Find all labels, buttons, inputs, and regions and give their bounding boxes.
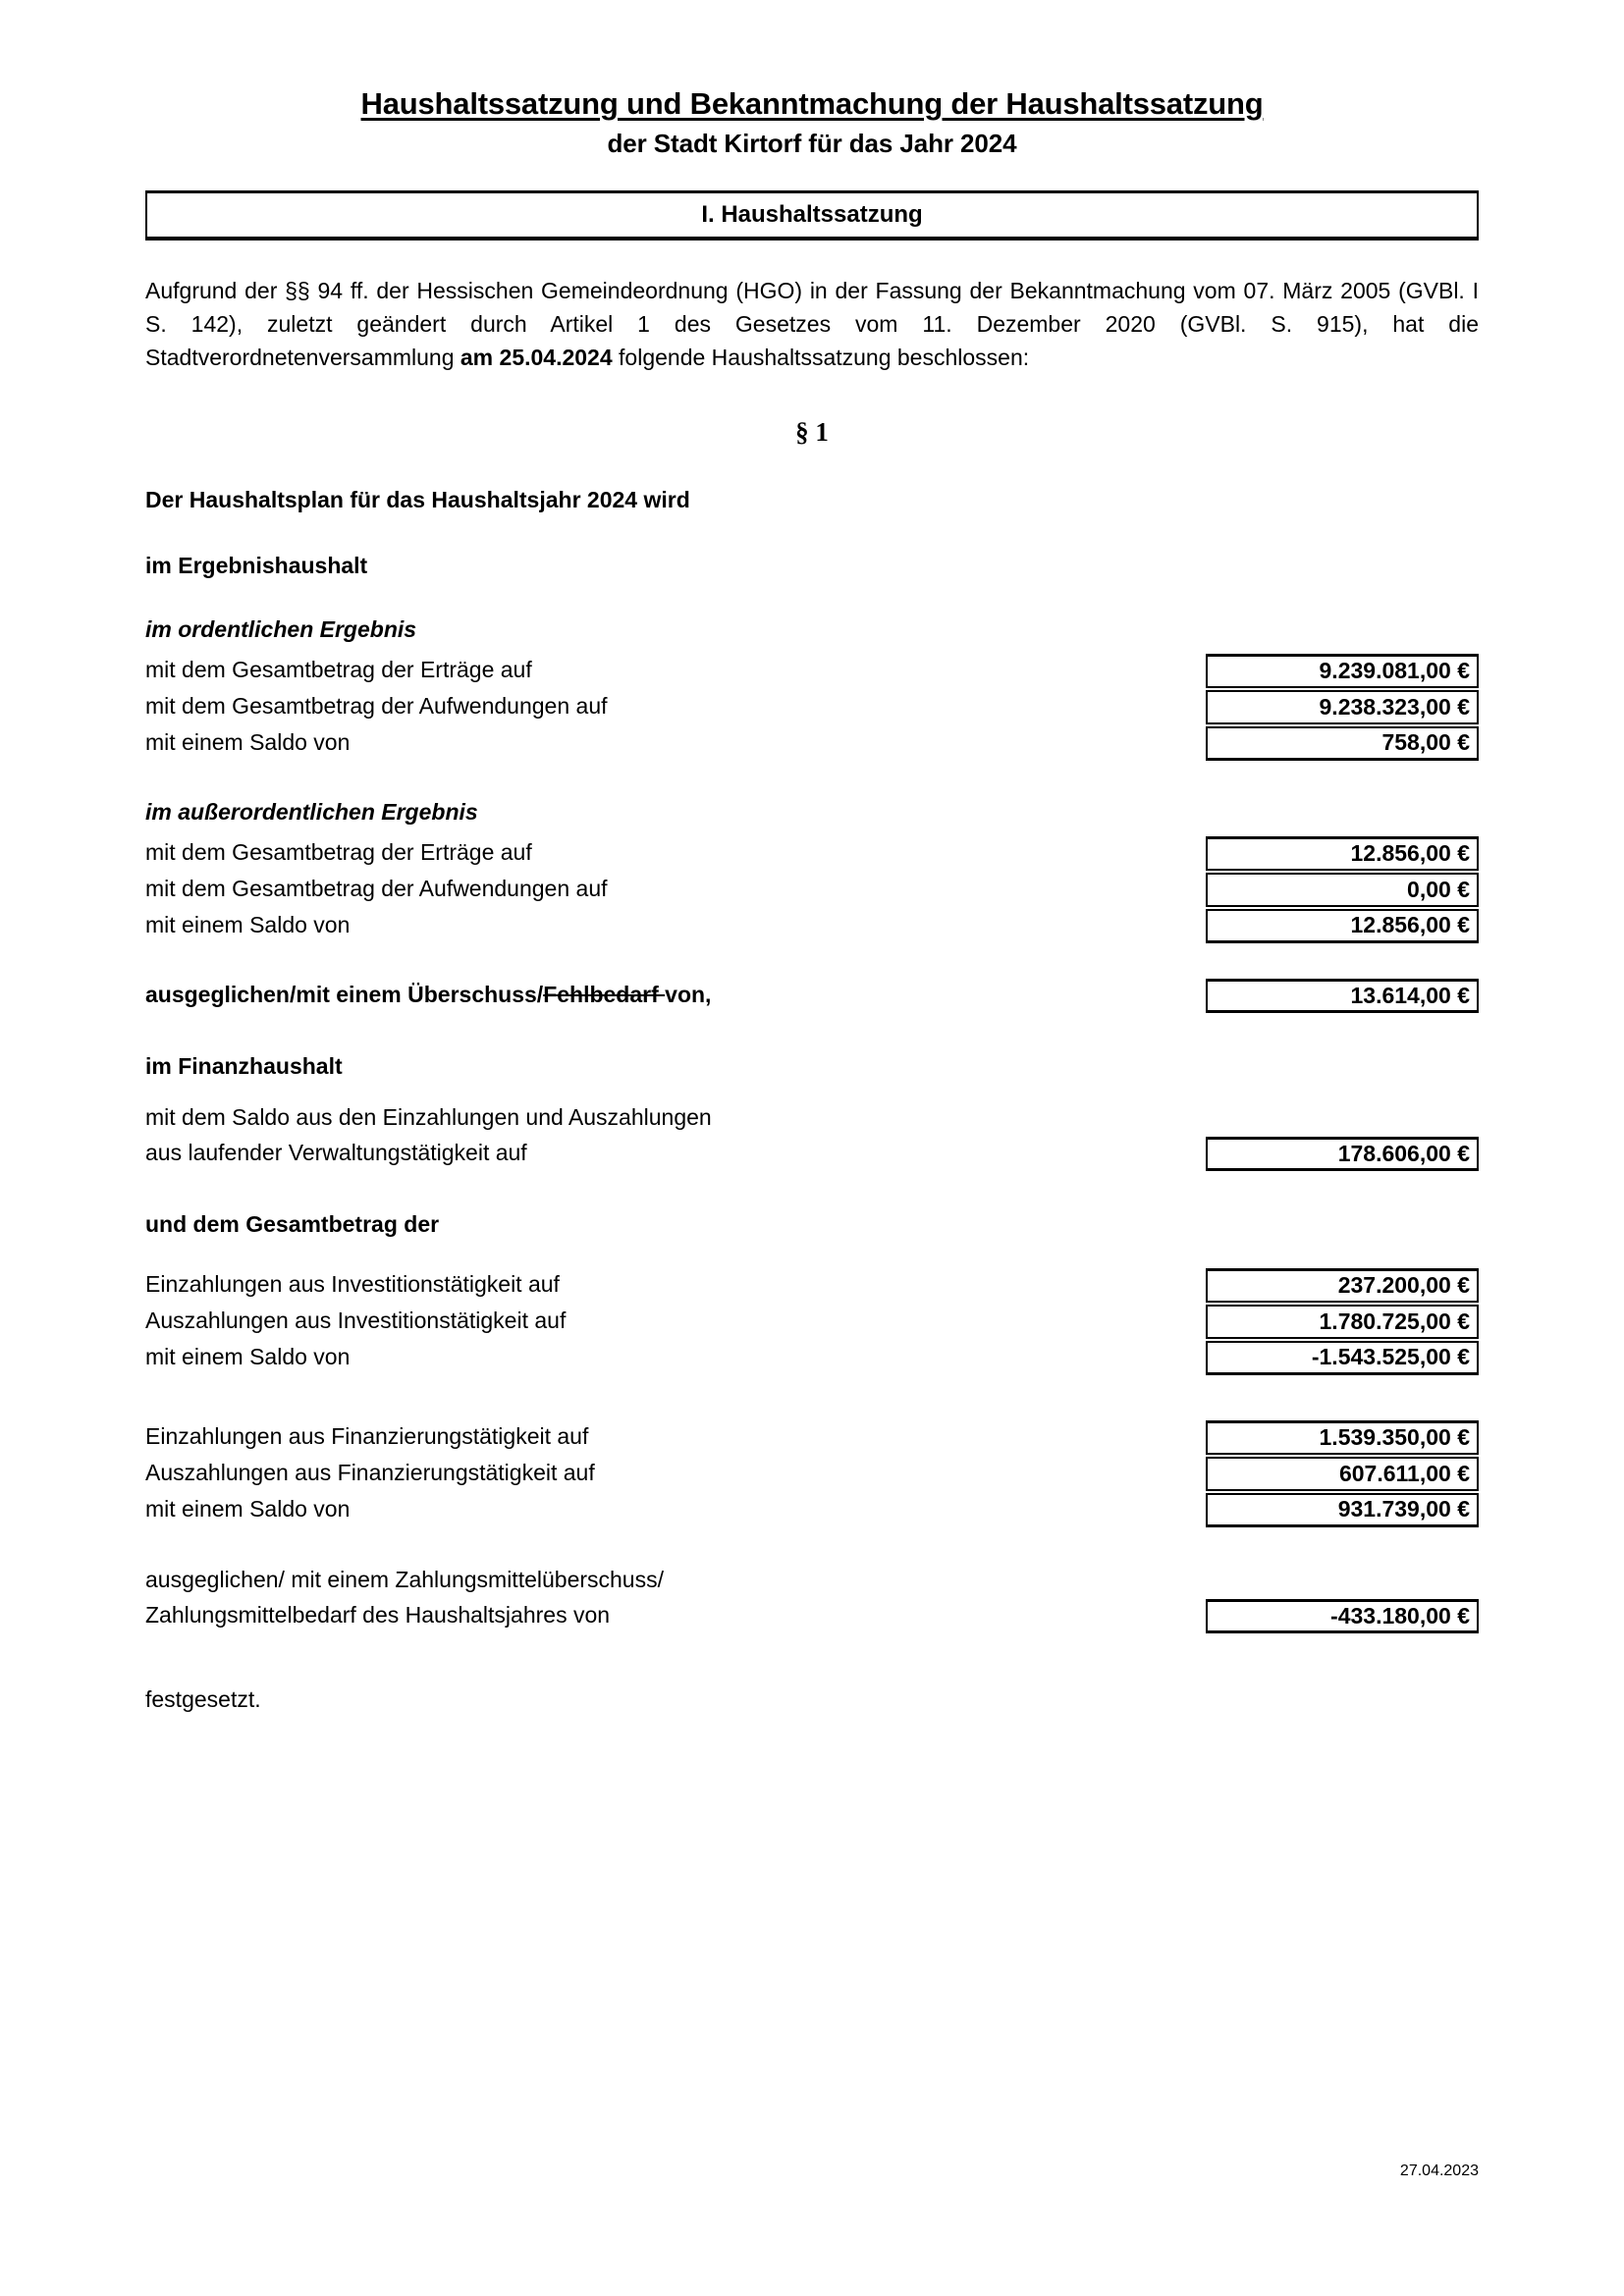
row-value: -433.180,00 € — [1206, 1599, 1479, 1633]
row-label: Zahlungsmittelbedarf des Haushaltsjahres von — [145, 1602, 611, 1629]
table-row — [145, 872, 1479, 908]
spacer — [145, 1528, 1479, 1562]
investitionstaetigkeit-rows — [145, 1267, 1479, 1376]
row-label: mit einem Saldo von — [145, 912, 351, 938]
intro-paragraph — [145, 274, 1479, 374]
spacer — [145, 944, 1479, 978]
table-row — [145, 725, 1479, 762]
finanzierungstaetigkeit-rows — [145, 1419, 1479, 1528]
intro-text-part1: Aufgrund der §§ 94 ff. der Hessischen Gemeindeordnung (HGO) in der Fassung der Bekanntmachung vom 07. März 2005 (GVBl. I S. 142), zuletzt geändert durch Artikel 1 des Gesetzes vom 11. Dezember 2020 (GVBl. S. 915), hat die Stadtverordnetenversammlung — [145, 277, 1479, 370]
row-label: mit dem Gesamtbetrag der Aufwendungen auf — [145, 693, 608, 720]
footer-date: 27.04.2023 — [1399, 2163, 1479, 2179]
row-value: 9.238.323,00 € — [1206, 690, 1479, 724]
spacer — [145, 1634, 1479, 1682]
table-row — [145, 1456, 1479, 1492]
row-value: 12.856,00 € — [1206, 909, 1479, 943]
table-row — [145, 1419, 1479, 1456]
row-label: Auszahlungen aus Investitionstätigkeit auf — [145, 1308, 567, 1334]
row-value: 9.239.081,00 € — [1206, 654, 1479, 688]
table-row — [145, 835, 1479, 872]
intro-date-bold: am 25.04.2024 — [460, 344, 613, 370]
table-row — [145, 1340, 1479, 1376]
row-label: mit einem Saldo von — [145, 1496, 351, 1522]
row-value: 0,00 € — [1206, 873, 1479, 907]
row-value: 931.739,00 € — [1206, 1493, 1479, 1527]
row-label: Einzahlungen aus Investitionstätigkeit auf — [145, 1271, 560, 1298]
summary-label-b: von, — [665, 982, 712, 1008]
spacer — [145, 1080, 1479, 1099]
finanz-closing-line1: ausgeglichen/ mit einem Zahlungsmittelüberschuss/ — [145, 1566, 664, 1592]
page-title-line1: Haushaltssatzung und Bekanntmachung der Haushaltssatzung — [360, 86, 1264, 121]
table-row — [145, 1492, 1479, 1528]
table-row — [145, 908, 1479, 944]
row-label: mit dem Gesamtbetrag der Erträge auf — [145, 839, 532, 866]
row-label: Auszahlungen aus Finanzierungstätigkeit auf — [145, 1460, 595, 1486]
row-value: 12.856,00 € — [1206, 836, 1479, 871]
ordentliches-ergebnis-heading: im ordentlichen Ergebnis — [145, 615, 417, 642]
finanzhaushalt-heading: im Finanzhaushalt — [145, 1052, 343, 1079]
ausserordentliches-ergebnis-heading: im außerordentlichen Ergebnis — [145, 798, 478, 825]
table-row — [145, 689, 1479, 725]
row-label: Einzahlungen aus Finanzierungstätigkeit auf — [145, 1423, 589, 1450]
row-value: -1.543.525,00 € — [1206, 1341, 1479, 1375]
table-row — [145, 1304, 1479, 1340]
page-title — [145, 0, 1479, 123]
row-value: 13.614,00 € — [1206, 979, 1479, 1013]
paragraph-marker: § 1 — [795, 416, 829, 447]
finanz-closing-row — [145, 1598, 1479, 1634]
row-label: mit einem Saldo von — [145, 729, 351, 756]
row-value: 758,00 € — [1206, 726, 1479, 761]
table-row — [145, 653, 1479, 689]
row-value: 607.611,00 € — [1206, 1457, 1479, 1491]
plan-heading: Der Haushaltsplan für das Haushaltsjahr 2024 wird — [145, 486, 690, 512]
row-label: mit dem Gesamtbetrag der Aufwendungen auf — [145, 876, 608, 902]
ergebnis-summary-row — [145, 978, 1479, 1014]
table-row — [145, 1267, 1479, 1304]
spacer — [145, 1238, 1479, 1257]
summary-label-a: ausgeglichen/mit einem Überschuss/ — [145, 982, 544, 1008]
row-label: mit einem Saldo von — [145, 1344, 351, 1370]
intro-text-part2: folgende Haushaltssatzung beschlossen: — [612, 344, 1030, 370]
gesamtbetrag-heading: und dem Gesamtbetrag der — [145, 1210, 440, 1237]
section-header-label: I. Haushaltssatzung — [701, 200, 923, 228]
row-label: mit dem Gesamtbetrag der Erträge auf — [145, 657, 532, 683]
row-value: 237.200,00 € — [1206, 1268, 1479, 1303]
section-header-box — [145, 190, 1479, 240]
row-value: 178.606,00 € — [1206, 1137, 1479, 1171]
finanz-saldo-line1: mit dem Saldo aus den Einzahlungen und Auszahlungen — [145, 1103, 712, 1130]
row-label — [145, 982, 711, 1009]
page-subtitle: der Stadt Kirtorf für das Jahr 2024 — [607, 128, 1017, 158]
finanz-saldo-row — [145, 1136, 1479, 1172]
closing-text: festgesetzt. — [145, 1685, 261, 1712]
row-value: 1.780.725,00 € — [1206, 1305, 1479, 1339]
ausserordentliches-ergebnis-rows — [145, 835, 1479, 944]
summary-label-struck: Fehlbedarf — [543, 982, 666, 1008]
row-value: 1.539.350,00 € — [1206, 1420, 1479, 1455]
spacer — [145, 1376, 1479, 1410]
row-label: aus laufender Verwaltungstätigkeit auf — [145, 1140, 527, 1166]
ergebnishaushalt-heading: im Ergebnishaushalt — [145, 552, 368, 578]
ordentliches-ergebnis-rows — [145, 653, 1479, 762]
